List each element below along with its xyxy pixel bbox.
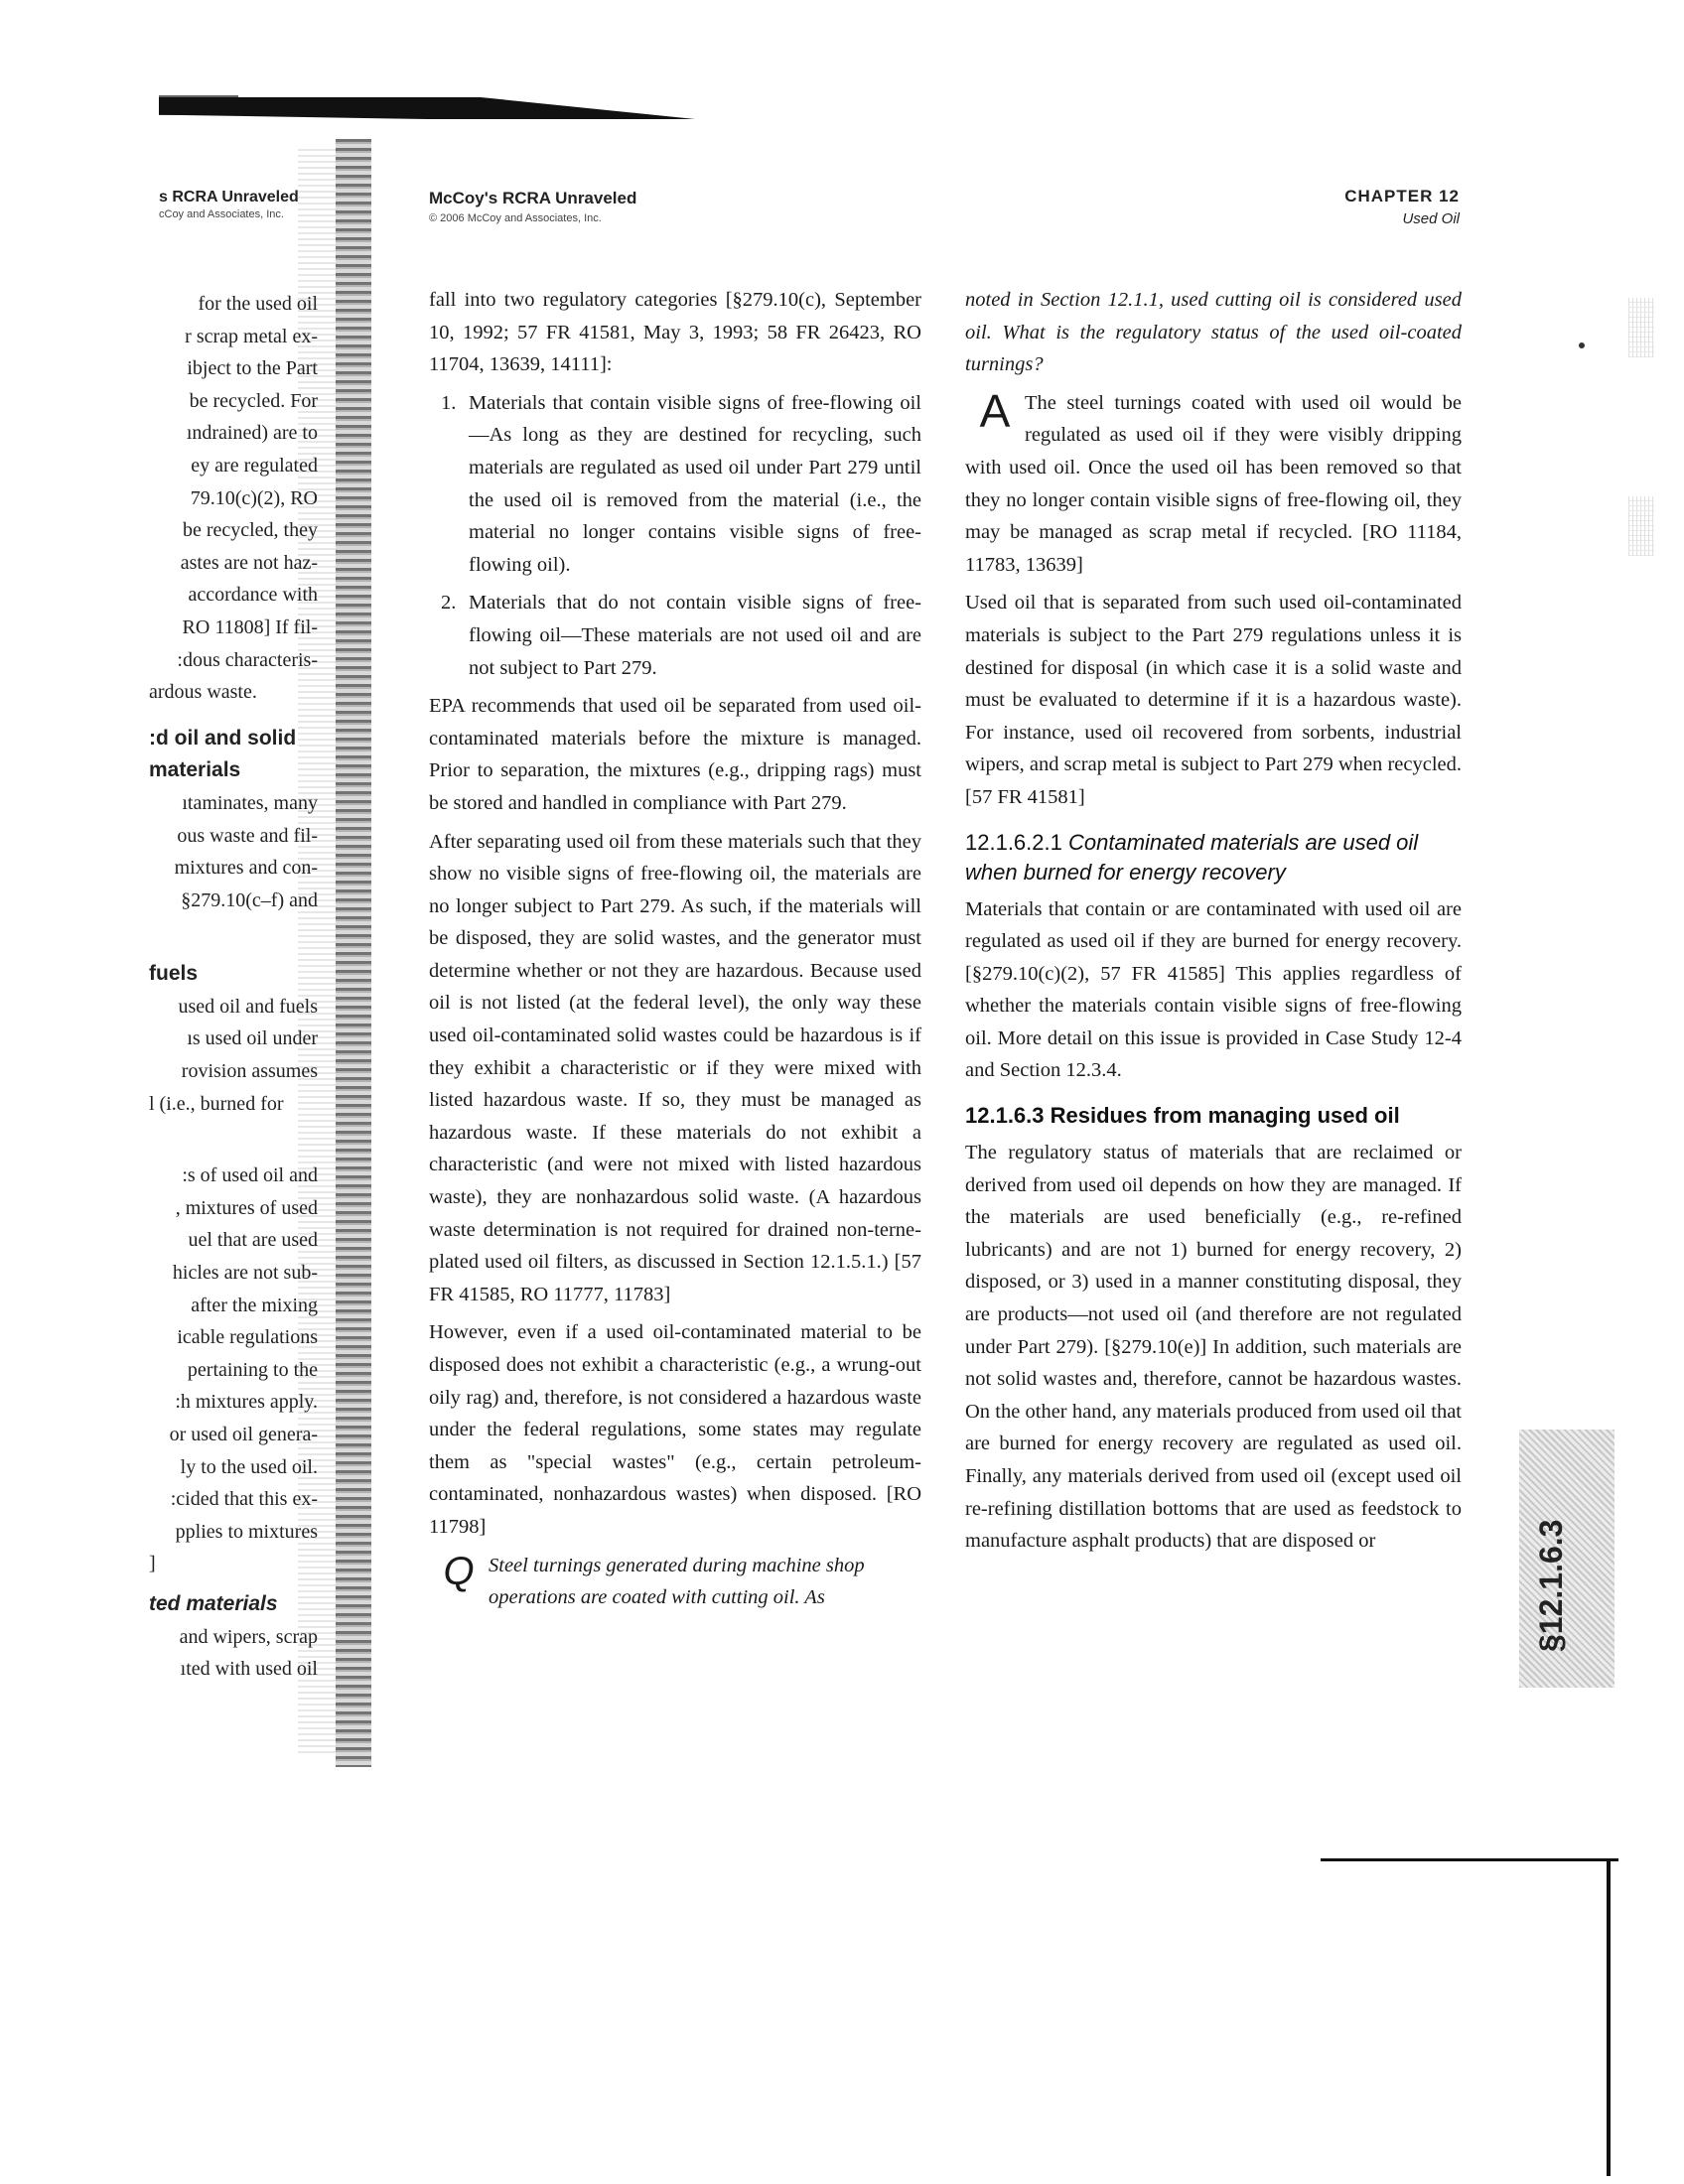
section-tab xyxy=(1519,1430,1614,1688)
subsection-heading xyxy=(965,828,1462,887)
subsection-number: 12.1.6.2.1 xyxy=(965,829,1062,855)
list-number: 2. xyxy=(441,592,457,614)
question-continuation: noted in Section 12.1.1, used cutting oil is considered used oil. What is the regulatory status of the used oil-coated turnings? xyxy=(965,289,1462,376)
subsection-title: Contaminated materials are used oil when burned for energy recovery xyxy=(965,829,1419,885)
middle-page-column xyxy=(429,284,921,1614)
text-line: ibject to the Part xyxy=(187,357,318,380)
text-line: 79.10(c)(2), RO xyxy=(190,486,318,509)
section-heading: materials xyxy=(149,758,241,782)
list-number: 1. xyxy=(441,391,457,414)
scan-top-bar xyxy=(159,97,695,119)
text-line: mixtures and con- xyxy=(174,857,318,880)
paragraph: Materials that contain or are contaminated with used oil are regulated as used oil if they are burned for energy recovery. [§279.10(c)(2), 57 FR 41585] This applies regardless of whether the materials contain visible signs of free-flowing oil. More detail on this issue is provided in Case Study 12-4 and Section 12.3.4. xyxy=(965,897,1462,1082)
left-page-column xyxy=(149,288,318,1686)
text-line: astes are not haz- xyxy=(180,551,318,574)
left-page-header xyxy=(159,189,318,220)
text-line: l (i.e., burned for xyxy=(149,1092,284,1115)
answer-text: The steel turnings coated with used oil would be regulated as used oil if they were visibly dripping with used oil. Once the used oil has been removed so that they no longer contain visible signs of free-flowing oil, they may be managed as scrap metal if recycled. [RO 11184, 11783, 13639] xyxy=(965,391,1462,576)
text-line: ] xyxy=(149,1553,156,1575)
text-line: :dous characteris- xyxy=(177,648,318,671)
list-item xyxy=(429,387,921,582)
scan-speckle xyxy=(1628,298,1654,357)
copyright-line: © 2006 McCoy and Associates, Inc. xyxy=(429,212,602,224)
section-heading: fuels xyxy=(149,962,199,986)
scan-speckle xyxy=(1628,496,1654,556)
middle-page-header xyxy=(429,189,826,224)
left-header-subtitle: cCoy and Associates, Inc. xyxy=(159,208,284,220)
right-page-column xyxy=(965,284,1462,1564)
text-line: be recycled. For xyxy=(189,389,318,412)
text-line: r scrap metal ex- xyxy=(185,325,318,347)
text-line: hicles are not sub- xyxy=(172,1262,318,1285)
question-text: Steel turnings generated during machine shop operations are coated with cutting oil. As xyxy=(489,1554,865,1609)
list-text: Materials that contain visible signs of free-flowing oil—As long as they are destined for recycling, such materials are regulated as used oil under Part 279 until the used oil is removed from the material (i.e., the material no longer contains visible signs of free-flowing oil). xyxy=(469,391,921,576)
text-line: icable regulations xyxy=(177,1326,318,1349)
list-text: Materials that do not contain visible signs of free-flowing oil—These materials are not used oil and are not subject to Part 279. xyxy=(469,592,921,679)
scan-dot xyxy=(1579,342,1585,348)
paragraph: After separating used oil from these materials such that they show no visible signs of free-flowing oil, the materials are no longer subject to Part 279. As such, if the materials will be disposed, they are solid wastes, and the generator must determine whether or not they are hazardous. Because used oil is not listed (at the federal level), the only way these used oil-contaminated solid wastes could be hazardous is if they exhibit a characteristic or if they were mixed with listed hazardous waste. If so, they must be managed as hazardous waste. If these materials do not exhibit a characteristic (and were not mixed with listed hazardous waste), they are nonhazardous solid waste. (A hazardous waste determination is not required for drained non-terne-plated used oil filters, as discussed in Section 12.1.5.1.) [57 FR 41585, RO 11777, 11783] xyxy=(429,830,921,1305)
paragraph: However, even if a used oil-contaminated material to be disposed does not exhibit a characteristic (e.g., a wrung-out oily rag) and, therefore, is not considered a hazardous waste under the federal regulations, some states may regulate them as "special wastes" (e.g., certain petroleum-contaminated, nonhazardous wastes) when disposed. [RO 11798] xyxy=(429,1321,921,1538)
text-line: ardous waste. xyxy=(149,681,257,704)
text-line: ey are regulated xyxy=(191,454,318,477)
section-heading: ted materials xyxy=(149,1591,278,1615)
page-edge-line xyxy=(1607,1858,1611,2176)
paragraph: EPA recommends that used oil be separated from used oil-contaminated materials before the mixture is managed. Prior to separation, the mixtures (e.g., dripping rags) must be stored and handled in compliance with Part 279. xyxy=(429,695,921,814)
text-line: used oil and fuels xyxy=(178,995,318,1018)
text-line: for the used oil xyxy=(198,293,318,315)
text-line: ındrained) are to xyxy=(186,422,318,445)
section-heading: :d oil and solid xyxy=(149,726,297,750)
subsection-number: 12.1.6.3 xyxy=(965,1103,1045,1129)
intro-paragraph: fall into two regulatory categories [§279.10(c), September 10, 1992; 57 FR 41581, May 3, 1993; 58 FR 26423, RO 11704, 13639, 14111]: xyxy=(429,289,921,376)
text-line: be recycled, they xyxy=(182,519,318,542)
text-line: uel that are used xyxy=(188,1229,318,1252)
text-line: ly to the used oil. xyxy=(180,1455,318,1478)
text-line: , mixtures of used xyxy=(175,1196,318,1219)
text-line: or used oil genera- xyxy=(169,1424,318,1445)
text-line: ıtaminates, many xyxy=(182,791,318,814)
text-line: RO 11808] If fil- xyxy=(182,615,318,638)
text-line: pplies to mixtures xyxy=(175,1520,318,1543)
question-block xyxy=(429,1550,921,1614)
text-line: after the mixing xyxy=(191,1294,318,1316)
left-header-title: s RCRA Unraveled xyxy=(159,189,299,205)
answer-icon: A xyxy=(979,384,1011,437)
subsection-title: Residues from managing used oil xyxy=(1050,1103,1400,1129)
text-line: :cided that this ex- xyxy=(170,1488,318,1511)
text-line: ıted with used oil xyxy=(180,1658,318,1681)
chapter-title: Used Oil xyxy=(1402,210,1460,227)
text-line: :h mixtures apply. xyxy=(175,1391,318,1414)
text-line: :s of used oil and xyxy=(182,1164,318,1187)
paragraph: Used oil that is separated from such used oil-contaminated materials is subject to the Part 279 regulations unless it is destined for disposal (in which case it is a solid waste and must be evaluated to determine if it is a hazardous waste). For instance, used oil recovered from sorbents, industrial wipers, and scrap metal is subject to Part 279 when recycled. [57 FR 41581] xyxy=(965,592,1462,808)
text-line: ıs used oil under xyxy=(187,1027,318,1050)
page-edge-line xyxy=(1321,1858,1618,1861)
chapter-label: CHAPTER 12 xyxy=(1344,187,1460,205)
section-tab-label: §12.1.6.3 xyxy=(1533,1519,1569,1652)
paragraph: The regulatory status of materials that are reclaimed or derived from used oil depends on how they are managed. If the materials are used beneficially (e.g., re-refined lubricants) and are not 1) burned for energy recovery, 2) disposed, or 3) used in a manner constituting disposal, they are products—not used oil (and therefore are not regulated under Part 279). [§279.10(e)] In addition, such materials are not solid wastes and, therefore, cannot be hazardous wastes. On the other hand, any materials produced from used oil that are burned for energy recovery are regulated as used oil. Finally, any materials derived from used oil (except used oil re-refining distillation bottoms that are used as feedstock to manufacture asphalt products) that are disposed or xyxy=(965,1142,1462,1553)
text-line: accordance with xyxy=(188,584,318,607)
text-line: rovision assumes xyxy=(181,1060,318,1083)
book-title: McCoy's RCRA Unraveled xyxy=(429,189,637,207)
right-page-header xyxy=(1231,187,1460,227)
answer-block xyxy=(965,384,1462,582)
subsection-heading xyxy=(965,1101,1462,1131)
text-line: ous waste and fil- xyxy=(177,824,318,847)
book-binding-shadow xyxy=(336,139,371,1767)
text-line: pertaining to the xyxy=(187,1358,318,1381)
list-item xyxy=(429,587,921,684)
question-icon: Q xyxy=(443,1549,475,1593)
text-line: and wipers, scrap xyxy=(179,1625,318,1648)
text-line: §279.10(c–f) and xyxy=(181,888,318,911)
